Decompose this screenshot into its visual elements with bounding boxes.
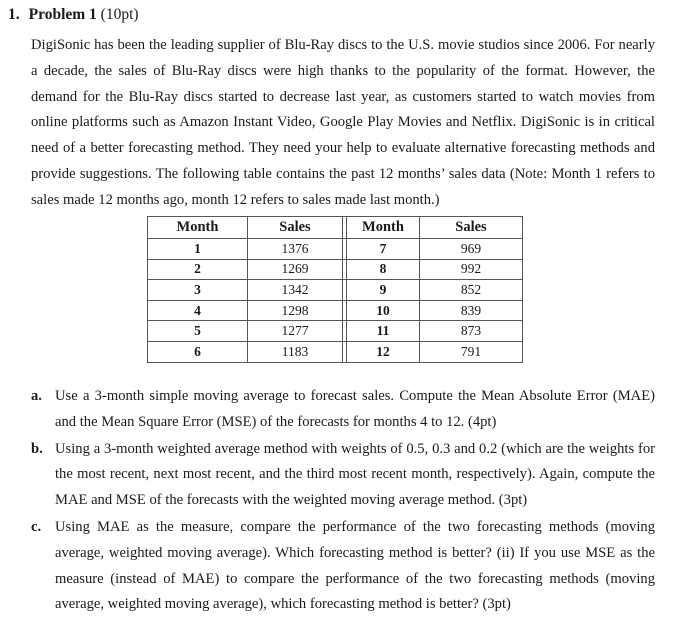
sales-table-body xyxy=(148,239,523,363)
problem-points: (10pt) xyxy=(100,6,139,23)
sales-cell: 1269 xyxy=(248,259,343,280)
header-sales-1: Sales xyxy=(248,217,343,239)
table-row xyxy=(148,341,523,362)
sales-cell: 1277 xyxy=(248,321,343,342)
question-b xyxy=(31,437,655,514)
table-row xyxy=(148,321,523,342)
table-row xyxy=(148,259,523,280)
problem-intro-paragraph: DigiSonic has been the leading supplier of Blu-Ray discs to the U.S. movie studios since 2006. For nearly a decade, the sales of Blu-Ray discs were high thanks to the popularity of the format. However, the demand for the Blu-Ray discs started to decrease last year, as customers started to watch movies from online platforms such as Amazon Instant Video, Google Play Movies and Netflix. DigiSonic is in critical need of a better forecasting method. They need your help to evaluate alternative forecasting methods and provide suggestions. The following table contains the past 12 months’ sales data (Note: Month 1 refers to sales made 12 months ago, month 12 refers to sales made last month.) xyxy=(31,37,655,208)
month-cell: 10 xyxy=(347,300,420,321)
table-row xyxy=(148,239,523,260)
question-b-text: Using a 3-month weighted average method with weights of 0.5, 0.3 and 0.2 (which are the weights for the most recent, next most recent, and the third most recent month, respectively). Again, compute the MAE and MSE of the forecasts with the weighted moving average method. (3pt) xyxy=(55,440,655,509)
table-row xyxy=(148,300,523,321)
month-cell: 7 xyxy=(347,239,420,260)
sales-cell: 839 xyxy=(420,300,523,321)
sales-cell: 1298 xyxy=(248,300,343,321)
sales-cell: 852 xyxy=(420,280,523,301)
header-month-2: Month xyxy=(347,217,420,239)
month-cell: 4 xyxy=(148,300,248,321)
problem-title: Problem 1 xyxy=(28,6,97,23)
sales-cell: 992 xyxy=(420,259,523,280)
header-month-1: Month xyxy=(148,217,248,239)
sales-table xyxy=(147,216,523,363)
question-a xyxy=(31,384,655,436)
problem-heading xyxy=(8,5,139,25)
question-a-label: a. xyxy=(31,388,42,404)
problem-number: 1. xyxy=(8,6,20,23)
question-a-text: Use a 3-month simple moving average to forecast sales. Compute the Mean Absolute Error (MAE) and the Mean Square Error (MSE) of the forecasts for months 4 to 12. (4pt) xyxy=(55,388,655,430)
month-cell: 1 xyxy=(148,239,248,260)
month-cell: 3 xyxy=(148,280,248,301)
question-c-label: c. xyxy=(31,518,42,535)
month-cell: 8 xyxy=(347,259,420,280)
month-cell: 12 xyxy=(347,341,420,362)
sales-cell: 873 xyxy=(420,321,523,342)
header-sales-2: Sales xyxy=(420,217,523,239)
month-cell: 2 xyxy=(148,259,248,280)
month-cell: 6 xyxy=(148,341,248,362)
sales-cell: 791 xyxy=(420,341,523,362)
question-c-text: Using MAE as the measure, compare the performance of the two forecasting methods (moving average, weighted moving average). Which forecasting method is better? (ii) If you use MSE as the measure (instead of MAE) to compare the performance of the two forecasting methods (moving average, weighted moving average), which forecasting method is better? (3pt) xyxy=(55,518,655,613)
sales-cell: 1342 xyxy=(248,280,343,301)
month-cell: 11 xyxy=(347,321,420,342)
sales-table-header-row xyxy=(148,217,523,239)
question-b-label: b. xyxy=(31,440,43,457)
sales-cell: 1376 xyxy=(248,239,343,260)
sales-cell: 1183 xyxy=(248,341,343,362)
month-cell: 9 xyxy=(347,280,420,301)
question-list xyxy=(31,384,655,619)
sales-cell: 969 xyxy=(420,239,523,260)
question-c xyxy=(31,515,655,618)
table-row xyxy=(148,280,523,301)
month-cell: 5 xyxy=(148,321,248,342)
